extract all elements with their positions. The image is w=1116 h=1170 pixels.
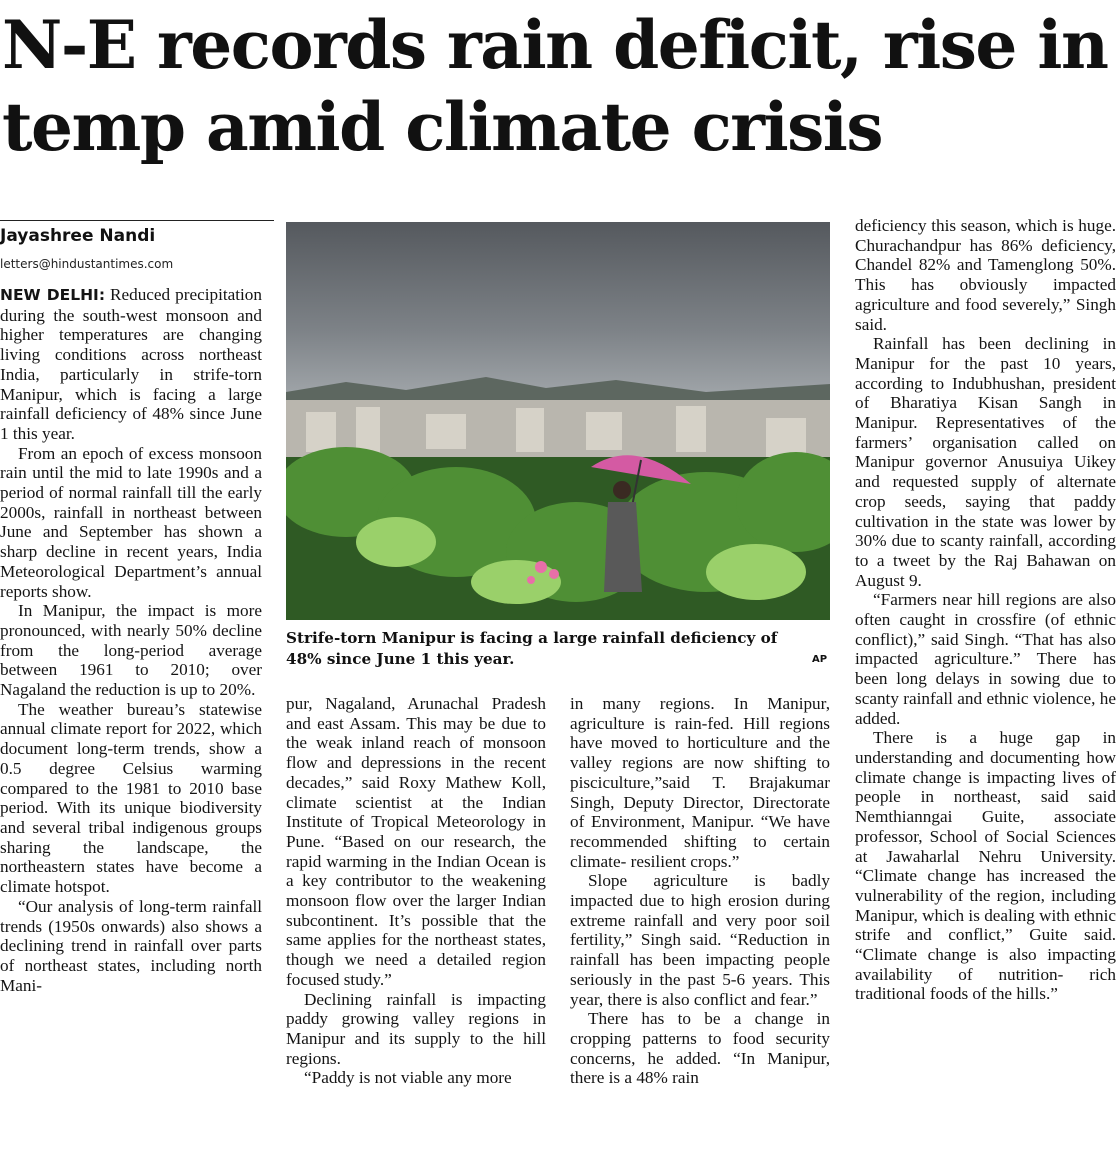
paragraph: Rainfall has been declining in Manipur for the past 10 years, according to Indubhushan, president of Bharatiya Kisan Sangh in Manipur. Representatives of the farmers’ organisation called on Manipur governor Anusuiya Uikey and requested supply of alternate crop seeds, saying that paddy cultivation in the state was lower by 30% due to scanty rainfall, according to a tweet by the Raj Bahawan on August 9. bbox=[855, 334, 1116, 590]
cloudy-sky bbox=[286, 222, 830, 402]
article-column-4 bbox=[855, 216, 1116, 1170]
article-photo bbox=[286, 222, 830, 620]
byline-email: letters@hindustantimes.com bbox=[0, 257, 174, 271]
paragraph: The weather bureau’s statewise annual climate report for 2022, which document long-term trends, show a 0.5 degree Celsius warming compared to the 1981 to 2010 base period. With its unique biodiversity and several tribal indigenous groups sharing the landscape, the northeastern states have become a climate hotspot. bbox=[0, 699, 262, 897]
paragraph: “Our analysis of long-term rainfall trends (1950s onwards) also shows a declining trend in rainfall over parts of northeast states, including north Mani- bbox=[0, 896, 262, 995]
paragraph: In Manipur, the impact is more pronounced, with nearly 50% decline from the long-period average between 1961 to 2010; over Nagaland the reduction is up to 20%. bbox=[0, 601, 262, 700]
paragraph: deficiency this season, which is huge. Churachandpur has 86% deficiency, Chandel 82% and Tamenglong 50%. This has obviously impacted agriculture and food severely,” Singh said. bbox=[855, 216, 1116, 334]
paragraph: “Paddy is not viable any more bbox=[304, 1068, 512, 1088]
paragraph: Slope agriculture is badly impacted due to high erosion during extreme rainfall and very poor soil fertility,” Singh said. “Reduction in rainfall has been impacting people seriously in the past 5-6 years. This year, there is also conflict and fear.” bbox=[570, 871, 830, 1009]
article-column-3 bbox=[570, 694, 830, 1170]
paragraph: There is a huge gap in understanding and documenting how climate change is impacting lives of people in northeast, said said Nemthianngai Guite, associate professor, School of Social Sciences at Jawaharlal Nehru University. “Climate change has increased the vulnerability of the region, including Manipur, which is dealing with ethnic strife and conflict,” Guite said. “Climate change is also impacting availability of nutrition- rich traditional foods of the hills.” bbox=[855, 728, 1116, 1004]
dateline: NEW DELHI: bbox=[0, 286, 106, 304]
byline: Jayashree Nandi bbox=[0, 226, 156, 246]
paragraph: Declining rainfall is impacting paddy growing valley regions in Manipur and its supply to the hill regions. bbox=[286, 989, 546, 1068]
paragraph: in many regions. In Manipur, agriculture is rain-fed. Hill regions have moved to horticulture and the valley regions are now shifting to pisciculture,”said T. Brajakumar Singh, Deputy Director, Directorate of Environment, Manipur. “We have recommended shifting to certain climate- resilient crops.” bbox=[570, 694, 830, 871]
paragraph: “Farmers near hill regions are also often caught in crossfire (of ethnic conflict),” said Singh. “That has also impacted agriculture.” There has been long delays in sowing due to scanty rainfall and ethnic violence, he added. bbox=[855, 590, 1116, 728]
paragraph: From an epoch of excess monsoon rain until the mid to late 1990s and a period of normal rainfall till the early 2000s, rainfall in northeast between June and September has shown a sharp decline in recent years, India Meteorological Department’s annual reports show. bbox=[0, 443, 262, 601]
paragraph: pur, Nagaland, Arunachal Pradesh and east Assam. This may be due to the weak inland reach of monsoon flow and depressions in the recent decades,” said Roxy Mathew Koll, climate scientist at the Indian Institute of Tropical Meteorology in Pune. “Based on our research, the rapid warming in the Indian Ocean is a key contributor to the weakening monsoon flow over the larger Indian subcontinent. It’s possible that the same applies for the northeast states, though we need a detailed region focused study.” bbox=[286, 694, 546, 989]
lead-text: Reduced precipitation during the south-west monsoon and higher temperatures are changing living conditions across northeast India, particularly in strife-torn Manipur, which is facing a large rainfall deficiency of 48% since June 1 this year. bbox=[0, 285, 262, 443]
paragraph: There has to be a change in cropping patterns to food security concerns, he added. “In Manipur, there is a 48% rain bbox=[570, 1009, 830, 1088]
head bbox=[613, 481, 631, 499]
photo-caption: Strife-torn Manipur is facing a large rainfall deficiency of 48% since June 1 this year. bbox=[286, 629, 778, 668]
article-column-2 bbox=[286, 694, 546, 1170]
article-column-1 bbox=[0, 285, 262, 1170]
photo-credit: AP bbox=[812, 654, 828, 665]
byline-rule bbox=[0, 220, 274, 221]
dress bbox=[604, 502, 642, 592]
headline: N-E records rain deficit, rise in temp amid climate crisis bbox=[2, 6, 1108, 166]
lead-paragraph bbox=[0, 285, 262, 444]
rooftop-garden-illustration bbox=[286, 222, 830, 620]
